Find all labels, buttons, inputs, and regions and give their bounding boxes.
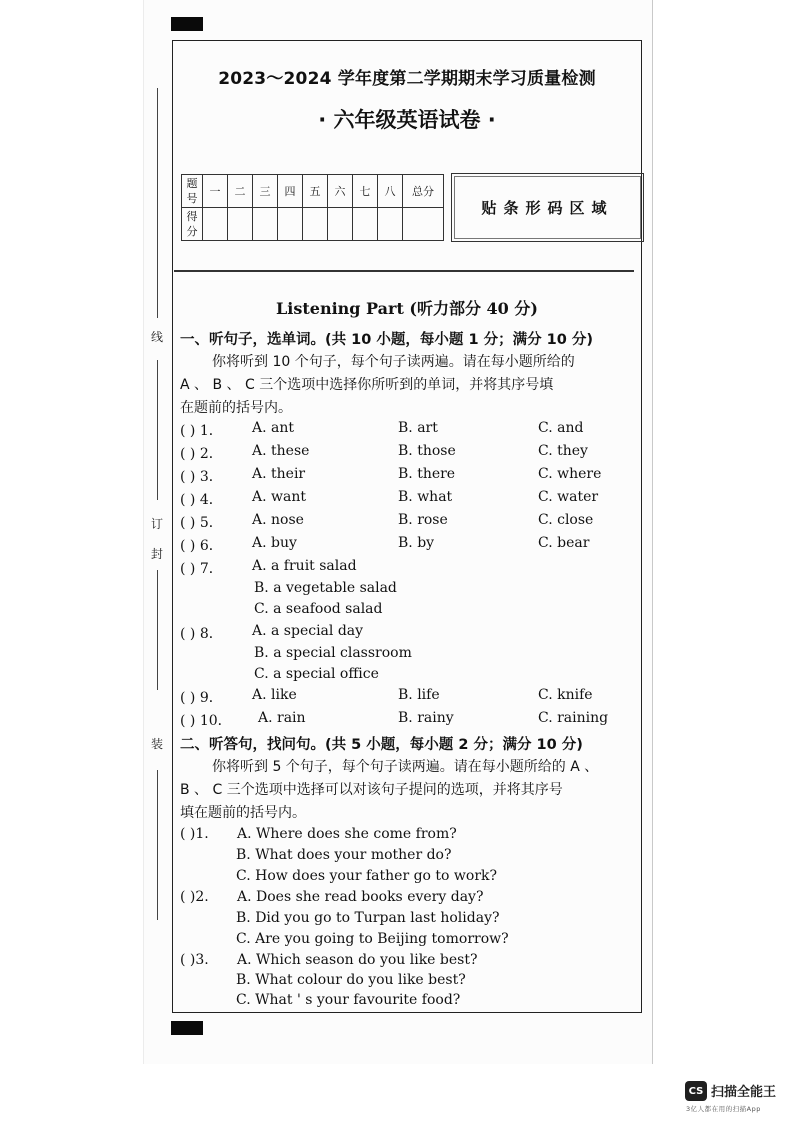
score-table-score-row xyxy=(182,208,444,241)
score-col-header: 五 xyxy=(303,175,328,208)
binding-margin-line xyxy=(157,88,158,318)
score-cell xyxy=(353,208,378,241)
option-b: B. a special classroom xyxy=(254,645,412,661)
question-number: ( )1. xyxy=(180,826,209,842)
binding-mark: 封 xyxy=(151,547,164,561)
registration-mark-bottom xyxy=(171,1021,203,1035)
option-b: B. those xyxy=(398,443,456,459)
question-number: ( ) 2． xyxy=(180,446,223,462)
option-a: A. their xyxy=(252,466,306,482)
question-number: ( ) 6． xyxy=(180,538,223,554)
option-a: A. rain xyxy=(258,710,306,726)
binding-mark: 装 xyxy=(151,737,164,751)
score-table-header-row xyxy=(182,175,444,208)
option-b: B. art xyxy=(398,420,438,436)
score-cell xyxy=(403,208,444,241)
section1-instruction: A 、 B 、 C 三个选项中选择你所听到的单词，并将其序号填 xyxy=(180,377,554,393)
option-b: B. Did you go to Turpan last holiday? xyxy=(236,910,500,926)
score-cell xyxy=(228,208,253,241)
sheet-left-edge xyxy=(143,0,144,1064)
exam-title: 2023～2024 学年度第二学期期末学习质量检测 xyxy=(218,69,596,89)
option-a: A. Does she read books every day? xyxy=(237,889,484,905)
option-b: B. life xyxy=(398,687,440,703)
option-a: A. buy xyxy=(252,535,297,551)
score-row-label: 题号 xyxy=(182,175,203,208)
option-c: C. close xyxy=(538,512,594,528)
score-col-header: 二 xyxy=(228,175,253,208)
option-c: C. they xyxy=(538,443,588,459)
option-c: C. bear xyxy=(538,535,590,551)
camscanner-tagline: 3亿人都在用的扫描App xyxy=(686,1105,761,1113)
option-c: C. and xyxy=(538,420,584,436)
option-a: A. ant xyxy=(252,420,294,436)
barcode-label: 贴条形码区域 xyxy=(481,199,614,217)
option-c: C. Are you going to Beijing tomorrow? xyxy=(236,931,509,947)
question-number: ( ) 5． xyxy=(180,515,223,531)
section1-instruction: 在题前的括号内。 xyxy=(180,400,292,416)
score-cell xyxy=(328,208,353,241)
score-cell xyxy=(203,208,228,241)
option-a: A. Which season do you like best? xyxy=(237,952,478,968)
camscanner-logo-icon: CS xyxy=(685,1081,707,1101)
section2-instruction: 填在题前的括号内。 xyxy=(180,805,306,821)
option-a: A. these xyxy=(252,443,310,459)
score-cell xyxy=(278,208,303,241)
section1-heading: 一、听句子，选单词。(共 10 小题，每小题 1 分；满分 10 分) xyxy=(180,332,593,348)
option-c: C. water xyxy=(538,489,599,505)
binding-mark: 订 xyxy=(151,517,164,531)
binding-margin-line xyxy=(157,770,158,920)
barcode-area xyxy=(451,173,644,242)
binding-mark: 线 xyxy=(151,330,164,344)
part-title: Listening Part (听力部分 40 分) xyxy=(276,299,538,318)
option-c: C. knife xyxy=(538,687,593,703)
binding-margin-line xyxy=(157,570,158,690)
score-col-header: 七 xyxy=(353,175,378,208)
score-cell xyxy=(253,208,278,241)
option-b: B. rose xyxy=(398,512,448,528)
score-col-header: 一 xyxy=(203,175,228,208)
option-a: A. want xyxy=(252,489,306,505)
option-a: A. Where does she come from? xyxy=(237,826,457,842)
question-number: ( ) 10． xyxy=(180,713,232,729)
question-number: ( ) 4． xyxy=(180,492,223,508)
question-number: ( ) 1． xyxy=(180,423,223,439)
registration-mark-top xyxy=(171,17,203,31)
score-col-header: 总分 xyxy=(403,175,444,208)
option-a: A. nose xyxy=(252,512,304,528)
question-number: ( ) 3． xyxy=(180,469,223,485)
score-col-header: 六 xyxy=(328,175,353,208)
option-b: B. by xyxy=(398,535,435,551)
option-b: B. there xyxy=(398,466,456,482)
score-table xyxy=(181,174,444,241)
option-b: B. What does your mother do? xyxy=(236,847,452,863)
score-cell xyxy=(303,208,328,241)
binding-margin-line xyxy=(157,360,158,500)
option-c: C. How does your father go to work? xyxy=(236,868,498,884)
section2-instruction: B 、 C 三个选项中选择可以对该句子提问的选项，并将其序号 xyxy=(180,782,563,798)
camscanner-name: 扫描全能王 xyxy=(711,1085,777,1100)
score-cell xyxy=(378,208,403,241)
section1-instruction: 你将听到 10 个句子，每个句子读两遍。请在每小题所给的 xyxy=(212,354,575,370)
question-number: ( )2. xyxy=(180,889,209,905)
option-a: A. a fruit salad xyxy=(252,558,357,574)
question-number: ( ) 9． xyxy=(180,690,223,706)
exam-subtitle: · 六年级英语试卷 · xyxy=(318,108,496,132)
option-c: C. a seafood salad xyxy=(254,601,383,617)
option-c: C. a special office xyxy=(254,666,379,682)
score-col-header: 八 xyxy=(378,175,403,208)
sheet-right-edge xyxy=(652,0,653,1064)
question-number: ( )3. xyxy=(180,952,209,968)
option-b: B. a vegetable salad xyxy=(254,580,397,596)
option-b: B. rainy xyxy=(398,710,454,726)
score-col-header: 四 xyxy=(278,175,303,208)
option-c: C. What ' s your favourite food? xyxy=(236,992,461,1008)
option-a: A. like xyxy=(252,687,297,703)
section2-instruction: 你将听到 5 个句子，每个句子读两遍。请在每小题所给的 A 、 xyxy=(212,759,599,775)
option-b: B. what xyxy=(398,489,453,505)
section2-heading: 二、听答句，找问句。(共 5 小题，每小题 2 分；满分 10 分) xyxy=(180,737,583,753)
score-col-header: 三 xyxy=(253,175,278,208)
question-number: ( ) 7． xyxy=(180,561,223,577)
option-b: B. What colour do you like best? xyxy=(236,972,466,988)
option-c: C. where xyxy=(538,466,602,482)
option-a: A. a special day xyxy=(252,623,364,639)
option-c: C. raining xyxy=(538,710,609,726)
score-row-label: 得分 xyxy=(182,208,203,241)
header-divider xyxy=(174,270,634,272)
question-number: ( ) 8． xyxy=(180,626,223,642)
